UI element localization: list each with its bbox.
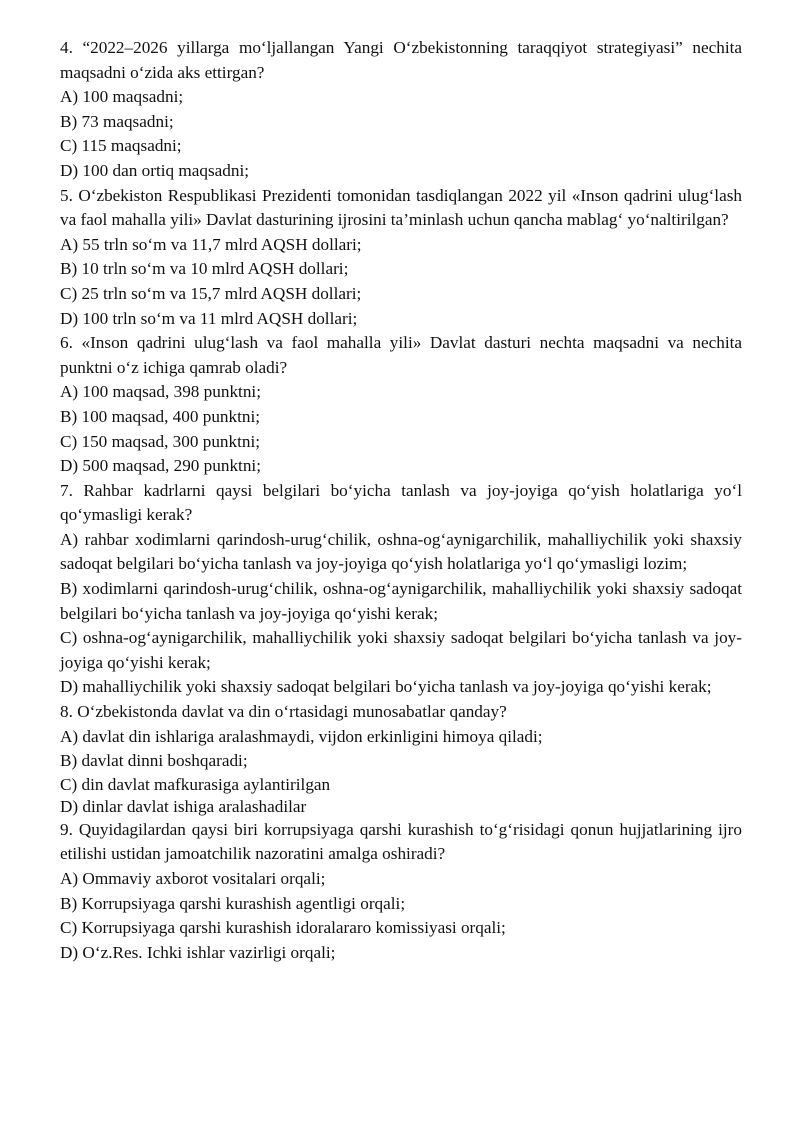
question-5-option-a: A) 55 trln so‘m va 11,7 mlrd AQSH dollari; <box>60 234 362 254</box>
question-7-option-b: B) xodimlarni qarindosh-urug‘chilik, oshna-og‘aynigarchilik, mahalliychilik yoki shaxsiy sadoqat belgilari bo‘yicha tanlash va joy-joyiga qo‘yishi kerak; <box>60 579 742 623</box>
question-8-option-a: A) davlat din ishlariga aralashmaydi, vijdon erkinligini himoya qiladi; <box>60 726 543 746</box>
question-6-option-b: B) 100 maqsad, 400 punktni; <box>60 406 261 426</box>
question-5-option-c: C) 25 trln so‘m va 15,7 mlrd AQSH dollari; <box>60 283 362 303</box>
question-5-option-b: B) 10 trln so‘m va 10 mlrd AQSH dollari; <box>60 259 349 279</box>
question-7-option-a: A) rahbar xodimlarni qarindosh-urug‘chilik, oshna-og‘aynigarchilik, mahalliychilik yoki shaxsiy sadoqat belgilari bo‘yicha tanlash va joy-joyiga qo‘yish holatlariga yo‘l qo‘ymasligi lozim; <box>60 529 742 574</box>
question-6-option-a: A) 100 maqsad, 398 punktni; <box>60 382 261 402</box>
question-5-option-d: D) 100 trln so‘m va 11 mlrd AQSH dollari; <box>60 308 358 328</box>
question-6-option-c: C) 150 maqsad, 300 punktni; <box>60 431 261 451</box>
question-4-option-a: A) 100 maqsadni; <box>60 87 184 107</box>
question-8-option-c: C) din davlat mafkurasiga aylantirilgan <box>60 774 331 794</box>
question-5: 5. O‘zbekiston Respublikasi Prezidenti tomonidan tasdiqlangan 2022 yil «Inson qadrini ulug‘lash va faol mahalla yili» Davlat dasturining ijrosini ta’minlash uchun qancha mablag‘ yo‘naltirilgan? <box>60 185 742 230</box>
question-8-option-d: D) dinlar davlat ishiga aralashadilar <box>60 796 307 816</box>
question-8-option-b: B) davlat dinni boshqaradi; <box>60 751 248 771</box>
question-4-option-c: C) 115 maqsadni; <box>60 136 182 156</box>
question-9-option-d: D) O‘z.Res. Ichki ishlar vazirligi orqali; <box>60 942 336 962</box>
question-9-option-b: B) Korrupsiyaga qarshi kurashish agentligi orqali; <box>60 893 406 913</box>
question-9-option-a: A) Ommaviy axborot vositalari orqali; <box>60 869 326 888</box>
question-4-option-b: B) 73 maqsadni; <box>60 111 174 131</box>
question-7-option-c: C) oshna-og‘aynigarchilik, mahalliychilik yoki shaxsiy sadoqat belgilari bo‘yicha tanlash va joy-joyiga qo‘yishi kerak; <box>60 628 742 672</box>
question-8: 8. O‘zbekistonda davlat va din o‘rtasidagi munosabatlar qanday? <box>60 702 507 722</box>
question-4-option-d: D) 100 dan ortiq maqsadni; <box>60 160 250 180</box>
question-6: 6. «Inson qadrini ulug‘lash va faol mahalla yili» Davlat dasturi nechta maqsadni va nechita punktni o‘z ichiga qamrab oladi? <box>60 333 742 377</box>
question-4: 4. “2022–2026 yillarga mo‘ljallangan Yangi O‘zbekistonning taraqqiyot strategiyasi” nechita maqsadni o‘zida aks ettirgan? <box>60 38 742 82</box>
question-6-option-d: D) 500 maqsad, 290 punktni; <box>60 456 261 476</box>
question-7-option-d: D) mahalliychilik yoki shaxsiy sadoqat belgilari bo‘yicha tanlash va joy-joyiga qo‘yishi kerak; <box>60 677 712 697</box>
question-9-option-c: C) Korrupsiyaga qarshi kurashish idoralararo komissiyasi orqali; <box>60 918 506 938</box>
question-9: 9. Quyidagilardan qaysi biri korrupsiyaga qarshi kurashish to‘g‘risidagi qonun hujjatlarining ijro etilishi ustidan jamoatchilik nazoratini amalga oshiradi? <box>60 819 742 864</box>
question-7: 7. Rahbar kadrlarni qaysi belgilari bo‘yicha tanlash va joy-joyiga qo‘yish holatlariga yo‘l qo‘ymasligi kerak? <box>60 480 742 525</box>
